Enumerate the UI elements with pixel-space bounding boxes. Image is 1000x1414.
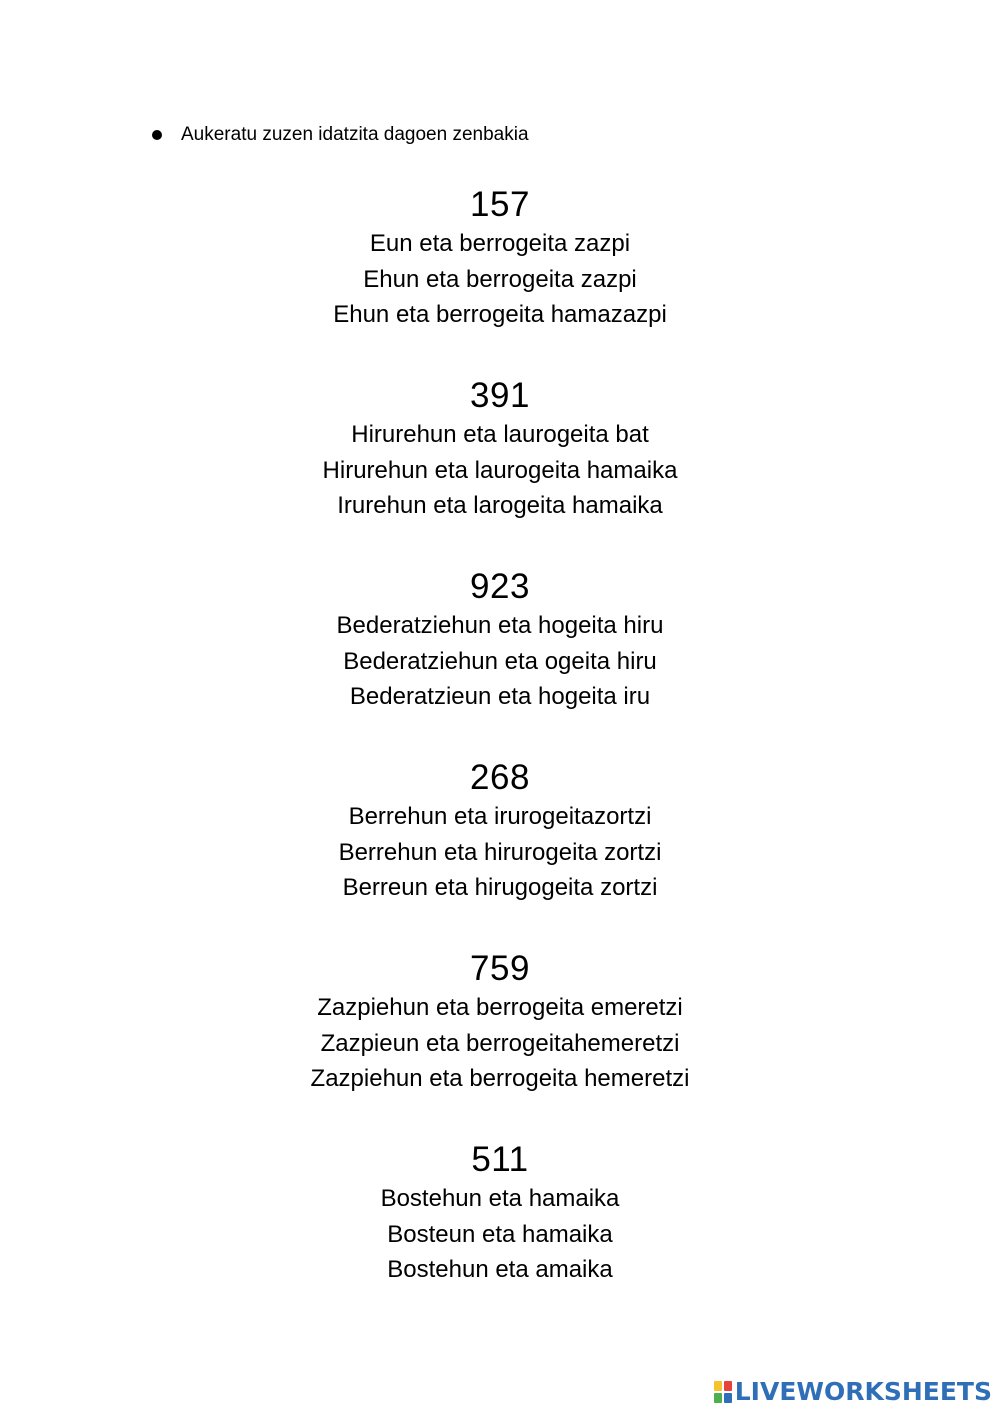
option-list: [0, 417, 1000, 524]
answer-option[interactable]: Bederatziehun eta ogeita hiru: [343, 647, 657, 675]
question-list: [0, 184, 1000, 1330]
answer-option[interactable]: Ehun eta berrogeita hamazazpi: [333, 301, 667, 328]
question-group: [0, 184, 1000, 375]
liveworksheets-logo: [714, 1377, 992, 1406]
question-number: 391: [470, 376, 530, 415]
answer-option[interactable]: Ehun eta berrogeita zazpi: [363, 265, 637, 293]
answer-option[interactable]: Bederatzieun eta hogeita iru: [349, 683, 651, 710]
question-group: [0, 1139, 1000, 1330]
option-list: [0, 990, 1000, 1097]
question-number: 157: [470, 185, 530, 224]
answer-option[interactable]: Bostehun eta hamaika: [380, 1185, 620, 1212]
answer-option[interactable]: Zazpieun eta berrogeitahemeretzi: [320, 1029, 680, 1057]
answer-option[interactable]: Bosteun eta hamaika: [387, 1220, 613, 1248]
logo-square: [714, 1393, 722, 1403]
answer-option[interactable]: Zazpiehun eta berrogeita hemeretzi: [310, 1065, 690, 1092]
logo-square: [724, 1393, 732, 1403]
question-number: 268: [470, 758, 530, 797]
logo-square: [724, 1381, 732, 1391]
option-list: [0, 1181, 1000, 1288]
question-group: [0, 757, 1000, 948]
answer-option[interactable]: Bederatziehun eta hogeita hiru: [336, 612, 664, 639]
logo-icon: [714, 1381, 732, 1403]
option-list: [0, 226, 1000, 333]
question-number: 923: [470, 567, 530, 606]
answer-option[interactable]: Bostehun eta amaika: [387, 1256, 613, 1283]
answer-option[interactable]: Irurehun eta larogeita hamaika: [337, 492, 663, 519]
question-group: [0, 948, 1000, 1139]
option-list: [0, 799, 1000, 906]
question-group: [0, 375, 1000, 566]
instruction-text: Aukeratu zuzen idatzita dagoen zenbakia: [181, 124, 529, 145]
logo-square: [714, 1381, 722, 1391]
answer-option[interactable]: Berrehun eta hirurogeita zortzi: [338, 838, 662, 866]
answer-option[interactable]: Hirurehun eta laurogeita hamaika: [322, 456, 678, 484]
answer-option[interactable]: Hirurehun eta laurogeita bat: [351, 421, 649, 448]
bullet-icon: [152, 130, 162, 140]
answer-option[interactable]: Zazpiehun eta berrogeita emeretzi: [317, 994, 683, 1021]
question-number: 759: [470, 949, 530, 988]
question-number: 511: [471, 1140, 529, 1179]
question-group: [0, 566, 1000, 757]
answer-option[interactable]: Eun eta berrogeita zazpi: [369, 230, 631, 257]
option-list: [0, 608, 1000, 715]
answer-option[interactable]: Berreun eta hirugogeita zortzi: [342, 874, 658, 901]
instruction: [152, 122, 529, 148]
answer-option[interactable]: Berrehun eta irurogeitazortzi: [348, 803, 652, 830]
brand-name: LIVEWORKSHEETS: [734, 1377, 992, 1406]
